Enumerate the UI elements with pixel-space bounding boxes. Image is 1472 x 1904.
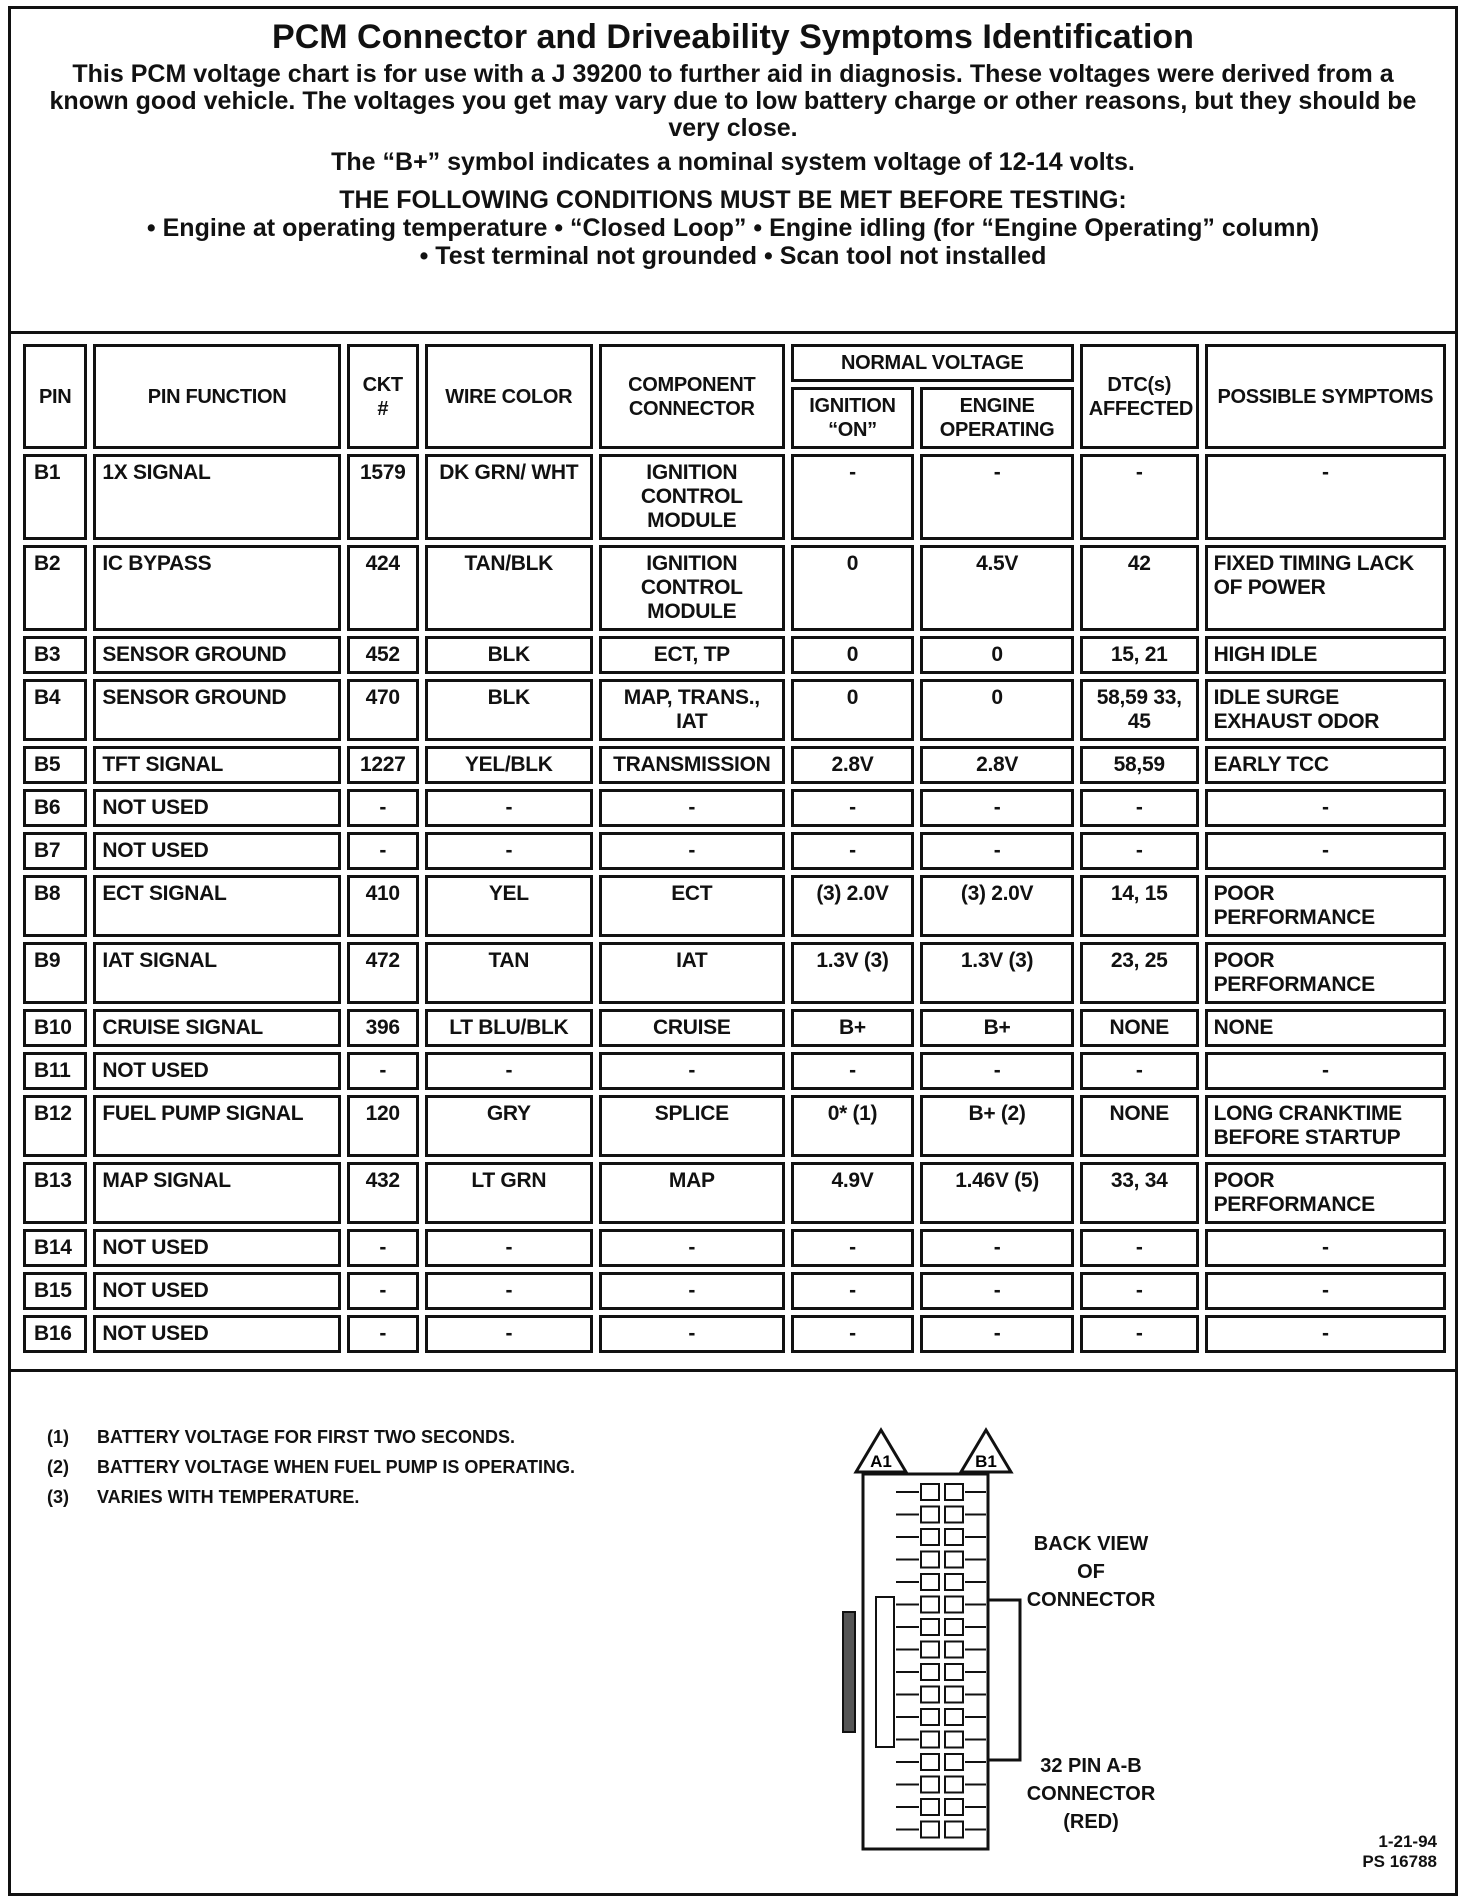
dtc-cell: 58,59 <box>1080 746 1199 784</box>
dtc-cell: - <box>1080 454 1199 540</box>
table-row <box>23 1162 1446 1224</box>
ignition-on-cell: - <box>791 1229 915 1267</box>
header-pin: PIN <box>23 344 87 449</box>
table-row <box>23 1272 1446 1310</box>
table-row <box>23 545 1446 631</box>
ignition-on-cell: - <box>791 1315 915 1353</box>
pin-cavity-a <box>921 1754 939 1770</box>
wire-color-cell: - <box>425 832 593 870</box>
table-row <box>23 832 1446 870</box>
ckt-cell: 432 <box>347 1162 419 1224</box>
wire-color-cell: - <box>425 1052 593 1090</box>
table-row <box>23 679 1446 741</box>
ckt-cell: 452 <box>347 636 419 674</box>
header-pin-function: PIN FUNCTION <box>93 344 341 449</box>
header-dtc: DTC(s) AFFECTED <box>1080 344 1199 449</box>
ckt-cell: - <box>347 832 419 870</box>
ignition-on-cell: - <box>791 832 915 870</box>
pin-cell: B15 <box>23 1272 87 1310</box>
back-view-label: BACK VIEW OF CONNECTOR <box>1026 1533 1156 1611</box>
pin-cell: B4 <box>23 679 87 741</box>
component-cell: - <box>599 1229 785 1267</box>
ignition-on-cell: 0 <box>791 636 915 674</box>
ignition-on-cell: 0 <box>791 545 915 631</box>
dtc-cell: 58,59 33, 45 <box>1080 679 1199 741</box>
pin-function-cell: NOT USED <box>93 1272 341 1310</box>
dtc-cell: 23, 25 <box>1080 942 1199 1004</box>
bplus-note: The “B+” symbol indicates a nominal system voltage of 12-14 volts. <box>331 148 1135 176</box>
ignition-on-cell: 2.8V <box>791 746 915 784</box>
header-wire-color: WIRE COLOR <box>425 344 593 449</box>
pin-cavity-b <box>945 1732 963 1748</box>
engine-operating-cell: - <box>920 1315 1073 1353</box>
footnote: (1) BATTERY VOLTAGE FOR FIRST TWO SECONDS. <box>47 1427 515 1447</box>
pin-cavity-a <box>921 1507 939 1523</box>
engine-operating-cell: 0 <box>920 636 1073 674</box>
pin-cavity-b <box>945 1687 963 1703</box>
table-row <box>23 1052 1446 1090</box>
pin-cavity-b <box>945 1642 963 1658</box>
dtc-cell: 33, 34 <box>1080 1162 1199 1224</box>
pin-cavity-b <box>945 1619 963 1635</box>
engine-operating-cell: - <box>920 789 1073 827</box>
engine-operating-cell: - <box>920 1229 1073 1267</box>
symptoms-cell: - <box>1205 454 1446 540</box>
pin-cavity-a <box>921 1799 939 1815</box>
wire-color-cell: - <box>425 1229 593 1267</box>
pin-cavity-a <box>921 1574 939 1590</box>
pin-cavity-a <box>921 1529 939 1545</box>
pin-cavity-a <box>921 1709 939 1725</box>
pin-cavity-a <box>921 1619 939 1635</box>
ignition-on-cell: 0* (1) <box>791 1095 915 1157</box>
conditions-line-2: • Test terminal not grounded • Scan tool not installed <box>419 242 1047 270</box>
header <box>11 9 1455 334</box>
pin-cavity-b <box>945 1709 963 1725</box>
pcm-voltage-table <box>17 339 1452 1358</box>
pin-cavity-a <box>921 1484 939 1500</box>
table-row <box>23 636 1446 674</box>
symptoms-cell: - <box>1205 789 1446 827</box>
engine-operating-cell: - <box>920 1052 1073 1090</box>
wire-color-cell: TAN <box>425 942 593 1004</box>
dtc-cell: NONE <box>1080 1009 1199 1047</box>
pin-cavity-a <box>921 1597 939 1613</box>
pin-cavity-b <box>945 1754 963 1770</box>
pin-cell: B3 <box>23 636 87 674</box>
pin-cavity-a <box>921 1732 939 1748</box>
pin-cell: B13 <box>23 1162 87 1224</box>
table-row <box>23 942 1446 1004</box>
pin-cavity-b <box>945 1822 963 1838</box>
ignition-on-cell: 4.9V <box>791 1162 915 1224</box>
engine-operating-cell: - <box>920 454 1073 540</box>
component-cell: - <box>599 1052 785 1090</box>
header-component-connector: COMPONENT CONNECTOR <box>599 344 785 449</box>
footnote: (2) BATTERY VOLTAGE WHEN FUEL PUMP IS OPERATING. <box>47 1457 576 1477</box>
connector-label: 32 PIN A-B CONNECTOR (RED) <box>1026 1755 1156 1833</box>
engine-operating-cell: B+ (2) <box>920 1095 1073 1157</box>
engine-operating-cell: 4.5V <box>920 545 1073 631</box>
ignition-on-cell: (3) 2.0V <box>791 875 915 937</box>
pin-function-cell: IC BYPASS <box>93 545 341 631</box>
pin-cavity-a <box>921 1552 939 1568</box>
component-cell: CRUISE <box>599 1009 785 1047</box>
pin-cavity-b <box>945 1552 963 1568</box>
engine-operating-cell: - <box>920 1272 1073 1310</box>
dtc-cell: - <box>1080 789 1199 827</box>
pin-cavity-a <box>921 1777 939 1793</box>
dtc-cell: NONE <box>1080 1095 1199 1157</box>
pin-cavity-b <box>945 1574 963 1590</box>
a1-label: A1 <box>870 1452 892 1471</box>
wire-color-cell: YEL <box>425 875 593 937</box>
ignition-on-cell: 1.3V (3) <box>791 942 915 1004</box>
component-cell: IGNITION CONTROL MODULE <box>599 454 785 540</box>
dtc-cell: 14, 15 <box>1080 875 1199 937</box>
table-row <box>23 875 1446 937</box>
engine-operating-cell: 0 <box>920 679 1073 741</box>
dtc-cell: - <box>1080 1272 1199 1310</box>
engine-operating-cell: 2.8V <box>920 746 1073 784</box>
component-cell: MAP, TRANS., IAT <box>599 679 785 741</box>
engine-operating-cell: 1.46V (5) <box>920 1162 1073 1224</box>
symptoms-cell: - <box>1205 1272 1446 1310</box>
document-date: 1-21-94 <box>1378 1832 1437 1851</box>
component-cell: - <box>599 832 785 870</box>
pin-cavity-a <box>921 1822 939 1838</box>
ckt-cell: - <box>347 789 419 827</box>
ckt-cell: 470 <box>347 679 419 741</box>
pin-cavity-a <box>921 1687 939 1703</box>
table-row <box>23 789 1446 827</box>
component-cell: TRANSMISSION <box>599 746 785 784</box>
wire-color-cell: BLK <box>425 636 593 674</box>
wire-color-cell: - <box>425 1272 593 1310</box>
pin-function-cell: NOT USED <box>93 832 341 870</box>
pin-function-cell: IAT SIGNAL <box>93 942 341 1004</box>
symptoms-cell: POOR PERFORMANCE <box>1205 875 1446 937</box>
dtc-cell: - <box>1080 1052 1199 1090</box>
pin-function-cell: SENSOR GROUND <box>93 679 341 741</box>
header-normal-voltage: NORMAL VOLTAGE <box>791 344 1074 382</box>
pin-function-cell: SENSOR GROUND <box>93 636 341 674</box>
component-cell: SPLICE <box>599 1095 785 1157</box>
pin-function-cell: FUEL PUMP SIGNAL <box>93 1095 341 1157</box>
pin-cell: B6 <box>23 789 87 827</box>
pin-cell: B2 <box>23 545 87 631</box>
ignition-on-cell: - <box>791 454 915 540</box>
pin-cell: B1 <box>23 454 87 540</box>
table-row <box>23 1229 1446 1267</box>
document-ps-number: PS 16788 <box>1362 1852 1437 1871</box>
ignition-on-cell: - <box>791 1052 915 1090</box>
dtc-cell: 15, 21 <box>1080 636 1199 674</box>
symptoms-cell: FIXED TIMING LACK OF POWER <box>1205 545 1446 631</box>
page-title: PCM Connector and Driveability Symptoms Identification <box>272 18 1194 56</box>
ckt-cell: - <box>347 1272 419 1310</box>
dtc-cell: 42 <box>1080 545 1199 631</box>
engine-operating-cell: (3) 2.0V <box>920 875 1073 937</box>
table-row <box>23 454 1446 540</box>
pin-cell: B8 <box>23 875 87 937</box>
symptoms-cell: NONE <box>1205 1009 1446 1047</box>
ckt-cell: 472 <box>347 942 419 1004</box>
dtc-cell: - <box>1080 832 1199 870</box>
ckt-cell: - <box>347 1052 419 1090</box>
b1-label: B1 <box>975 1452 997 1471</box>
symptoms-cell: LONG CRANKTIME BEFORE STARTUP <box>1205 1095 1446 1157</box>
wire-color-cell: BLK <box>425 679 593 741</box>
table-row <box>23 1009 1446 1047</box>
pin-cell: B11 <box>23 1052 87 1090</box>
pin-cell: B12 <box>23 1095 87 1157</box>
connector-retainer <box>876 1597 894 1747</box>
pin-cell: B14 <box>23 1229 87 1267</box>
document-info <box>1362 1832 1437 1872</box>
document-frame <box>8 6 1458 1896</box>
component-cell: ECT, TP <box>599 636 785 674</box>
connector-latch <box>988 1600 1020 1760</box>
pin-cell: B7 <box>23 832 87 870</box>
ckt-cell: 396 <box>347 1009 419 1047</box>
pin-cavity-b <box>945 1777 963 1793</box>
pin-function-cell: NOT USED <box>93 1229 341 1267</box>
pin-cell: B9 <box>23 942 87 1004</box>
header-engine-operating: ENGINE OPERATING <box>920 387 1073 449</box>
pin-cell: B16 <box>23 1315 87 1353</box>
pin-cell: B5 <box>23 746 87 784</box>
pin-function-cell: ECT SIGNAL <box>93 875 341 937</box>
connector-diagram <box>841 1412 1261 1867</box>
table-row <box>23 1095 1446 1157</box>
ignition-on-cell: 0 <box>791 679 915 741</box>
pin-function-cell: CRUISE SIGNAL <box>93 1009 341 1047</box>
component-cell: IAT <box>599 942 785 1004</box>
symptoms-cell: IDLE SURGE EXHAUST ODOR <box>1205 679 1446 741</box>
ignition-on-cell: B+ <box>791 1009 915 1047</box>
wire-color-cell: LT BLU/BLK <box>425 1009 593 1047</box>
component-cell: IGNITION CONTROL MODULE <box>599 545 785 631</box>
dtc-cell: - <box>1080 1229 1199 1267</box>
wire-color-cell: - <box>425 789 593 827</box>
wire-color-cell: DK GRN/ WHT <box>425 454 593 540</box>
ckt-cell: - <box>347 1229 419 1267</box>
wire-color-cell: GRY <box>425 1095 593 1157</box>
header-symptoms: POSSIBLE SYMPTOMS <box>1205 344 1446 449</box>
table-row <box>23 746 1446 784</box>
pin-cavity-b <box>945 1799 963 1815</box>
footer <box>11 1369 1455 1896</box>
intro-text: This PCM voltage chart is for use with a J 39200 to further aid in diagnosis. These voltages were derived from a known good vehicle. The voltages you get may vary due to low battery charge or other reasons, but they should be very close. <box>49 60 1417 142</box>
footnotes <box>47 1422 575 1512</box>
footnote: (3) VARIES WITH TEMPERATURE. <box>47 1487 360 1507</box>
ckt-cell: 424 <box>347 545 419 631</box>
ckt-cell: - <box>347 1315 419 1353</box>
pin-cavity-b <box>945 1484 963 1500</box>
symptoms-cell: - <box>1205 832 1446 870</box>
header-ignition-on: IGNITION “ON” <box>791 387 915 449</box>
pin-cavity-b <box>945 1597 963 1613</box>
ckt-cell: 1227 <box>347 746 419 784</box>
symptoms-cell: POOR PERFORMANCE <box>1205 1162 1446 1224</box>
pin-function-cell: TFT SIGNAL <box>93 746 341 784</box>
pin-function-cell: NOT USED <box>93 789 341 827</box>
symptoms-cell: POOR PERFORMANCE <box>1205 942 1446 1004</box>
pin-cavity-a <box>921 1642 939 1658</box>
component-cell: - <box>599 1272 785 1310</box>
engine-operating-cell: 1.3V (3) <box>920 942 1073 1004</box>
pin-cavity-b <box>945 1664 963 1680</box>
pin-function-cell: 1X SIGNAL <box>93 454 341 540</box>
dtc-cell: - <box>1080 1315 1199 1353</box>
pin-cavity-a <box>921 1664 939 1680</box>
wire-color-cell: YEL/BLK <box>425 746 593 784</box>
ckt-cell: 120 <box>347 1095 419 1157</box>
ckt-cell: 410 <box>347 875 419 937</box>
pin-cavity-b <box>945 1507 963 1523</box>
symptoms-cell: - <box>1205 1229 1446 1267</box>
engine-operating-cell: - <box>920 832 1073 870</box>
ignition-on-cell: - <box>791 789 915 827</box>
symptoms-cell: EARLY TCC <box>1205 746 1446 784</box>
header-ckt: CKT # <box>347 344 419 449</box>
wire-color-cell: LT GRN <box>425 1162 593 1224</box>
table-row <box>23 1315 1446 1353</box>
engine-operating-cell: B+ <box>920 1009 1073 1047</box>
component-cell: - <box>599 1315 785 1353</box>
pin-function-cell: NOT USED <box>93 1315 341 1353</box>
pin-cavity-b <box>945 1529 963 1545</box>
wire-color-cell: TAN/BLK <box>425 545 593 631</box>
conditions-line-1: • Engine at operating temperature • “Closed Loop” • Engine idling (for “Engine Operating” column) <box>146 214 1320 242</box>
component-cell: ECT <box>599 875 785 937</box>
ckt-cell: 1579 <box>347 454 419 540</box>
symptoms-cell: - <box>1205 1052 1446 1090</box>
symptoms-cell: HIGH IDLE <box>1205 636 1446 674</box>
component-cell: MAP <box>599 1162 785 1224</box>
pin-cell: B10 <box>23 1009 87 1047</box>
wire-color-cell: - <box>425 1315 593 1353</box>
symptoms-cell: - <box>1205 1315 1446 1353</box>
component-cell: - <box>599 789 785 827</box>
pin-function-cell: NOT USED <box>93 1052 341 1090</box>
pin-function-cell: MAP SIGNAL <box>93 1162 341 1224</box>
ignition-on-cell: - <box>791 1272 915 1310</box>
table-body <box>23 454 1446 1353</box>
connector-lock <box>843 1612 855 1732</box>
conditions-title: THE FOLLOWING CONDITIONS MUST BE MET BEFORE TESTING: <box>339 186 1127 214</box>
